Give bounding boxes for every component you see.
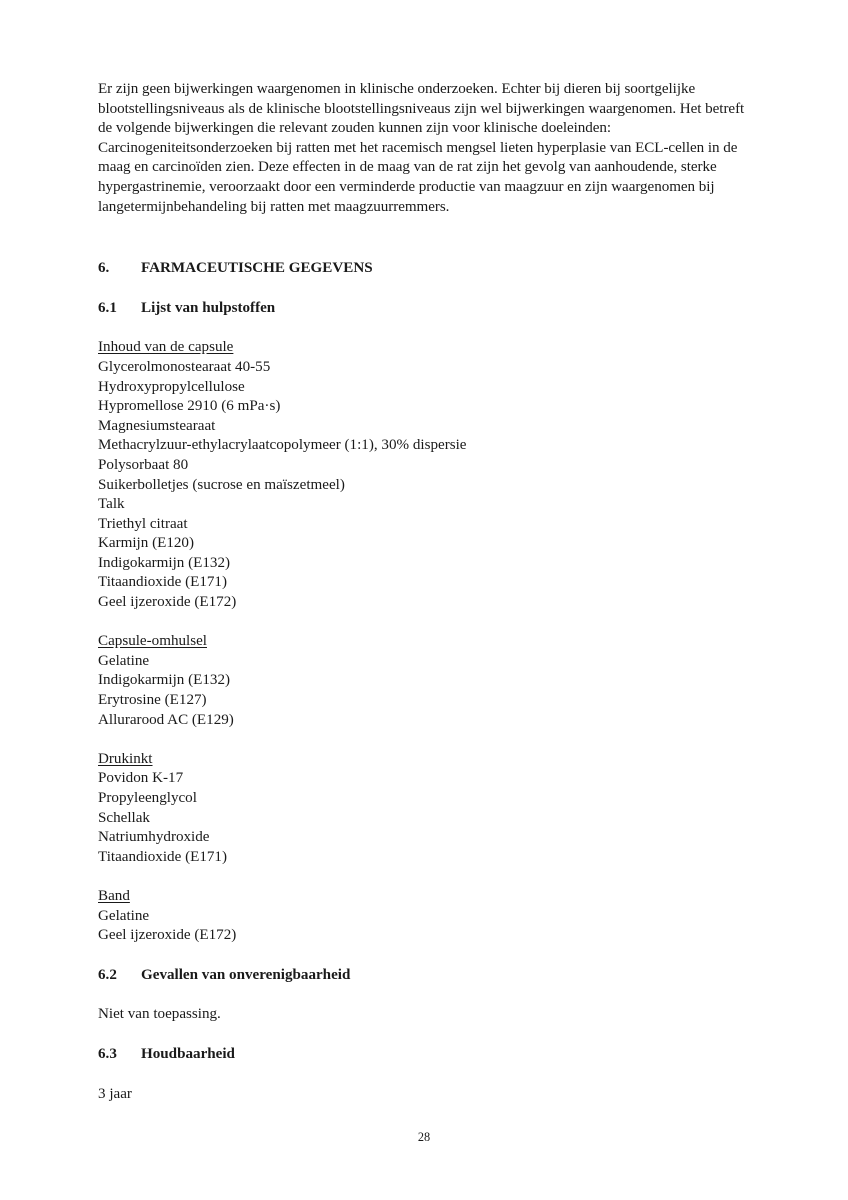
- spacer: [98, 946, 752, 966]
- excipient-group: [98, 632, 752, 730]
- page-number: 28: [417, 1130, 431, 1144]
- list-item: Allurarood AC (E129): [98, 711, 234, 728]
- list-item: Hypromellose 2910 (6 mPa·s): [98, 398, 281, 415]
- list-item: Geel ijzeroxide (E172): [98, 927, 237, 944]
- list-item: Methacrylzuur-ethylacrylaatcopolymeer (1:1), 30% dispersie: [98, 437, 467, 454]
- heading-number-6: 6.: [98, 260, 110, 277]
- list-item: Titaandioxide (E171): [98, 848, 227, 865]
- list-item: Indigokarmijn (E132): [98, 554, 231, 571]
- list-item: Gelatine: [98, 652, 150, 669]
- list-item: Triethyl citraat: [98, 515, 188, 532]
- heading-title-6-2: Gevallen van onverenigbaarheid: [141, 966, 351, 983]
- heading-number-6-3: 6.3: [98, 1045, 117, 1062]
- list-item: Titaandioxide (E171): [98, 574, 227, 591]
- heading-section-6-2: [98, 966, 752, 986]
- heading-section-6: [98, 259, 752, 279]
- heading-section-6-3: [98, 1045, 752, 1065]
- spacer: [98, 730, 752, 750]
- list-item: Magnesiumstearaat: [98, 417, 216, 434]
- group-heading: Inhoud van de capsule: [98, 339, 234, 356]
- heading-title-6-3: Houdbaarheid: [141, 1045, 235, 1062]
- list-item: Talk: [98, 496, 125, 513]
- excipient-group: [98, 750, 752, 868]
- list-item: Hydroxypropylcellulose: [98, 378, 245, 395]
- spacer: [98, 217, 752, 259]
- list-item: Povidon K-17: [98, 770, 184, 787]
- list-item: Karmijn (E120): [98, 535, 194, 552]
- heading-title-6: FARMACEUTISCHE GEGEVENS: [141, 260, 373, 277]
- spacer: [98, 985, 752, 1005]
- list-item: Gelatine: [98, 907, 150, 924]
- excipient-group: [98, 887, 752, 946]
- heading-number-6-1: 6.1: [98, 299, 117, 316]
- spacer: [98, 613, 752, 633]
- list-item: Polysorbaat 80: [98, 456, 189, 473]
- list-item: Erytrosine (E127): [98, 692, 207, 709]
- spacer: [98, 867, 752, 887]
- excipient-group: [98, 338, 752, 612]
- heading-section-6-1: [98, 299, 752, 319]
- list-item: Glycerolmonostearaat 40-55: [98, 358, 271, 375]
- heading-number-6-2: 6.2: [98, 966, 117, 983]
- page-content: [98, 80, 752, 1104]
- section-6-2-body: Niet van toepassing.: [98, 1006, 221, 1023]
- group-heading: Capsule-omhulsel: [98, 633, 207, 650]
- group-heading: Band: [98, 887, 130, 904]
- list-item: Propyleenglycol: [98, 790, 197, 806]
- group-heading: Drukinkt: [98, 750, 153, 767]
- list-item: Natriumhydroxide: [98, 829, 210, 846]
- spacer: [98, 1025, 752, 1045]
- list-item: Schellak: [98, 809, 150, 826]
- intro-paragraph: Er zijn geen bijwerkingen waargenomen in klinische onderzoeken. Echter bij dieren bij soortgelijke blootstellingsniveaus als de klinische blootstellingsniveaus zijn wel bijwerkingen waargenomen. Het betreft de volgende bijwerkingen die relevant zouden kunnen zijn voor klinische doeleinden: Carcinogeniteitsonderzoeken bij ratten met het racemisch mengsel lieten hyperplasie van ECL-cellen in de maag en carcinoïden zien. Deze effecten in de maag van de rat zijn het gevolg van aanhoudende, sterke hypergastrinemie, veroorzaakt door een verminderde productie van maagzuur en zijn waargenomen bij langetermijnbehandeling bij ratten met maagzuurremmers.: [98, 81, 745, 215]
- list-item: Suikerbolletjes (sucrose en maïszetmeel): [98, 476, 345, 493]
- heading-title-6-1: Lijst van hulpstoffen: [141, 299, 276, 316]
- section-6-3-body: 3 jaar: [98, 1085, 132, 1102]
- spacer: [98, 318, 752, 338]
- list-item: Indigokarmijn (E132): [98, 672, 231, 689]
- spacer: [98, 1065, 752, 1085]
- spacer: [98, 279, 752, 299]
- list-item: Geel ijzeroxide (E172): [98, 594, 237, 611]
